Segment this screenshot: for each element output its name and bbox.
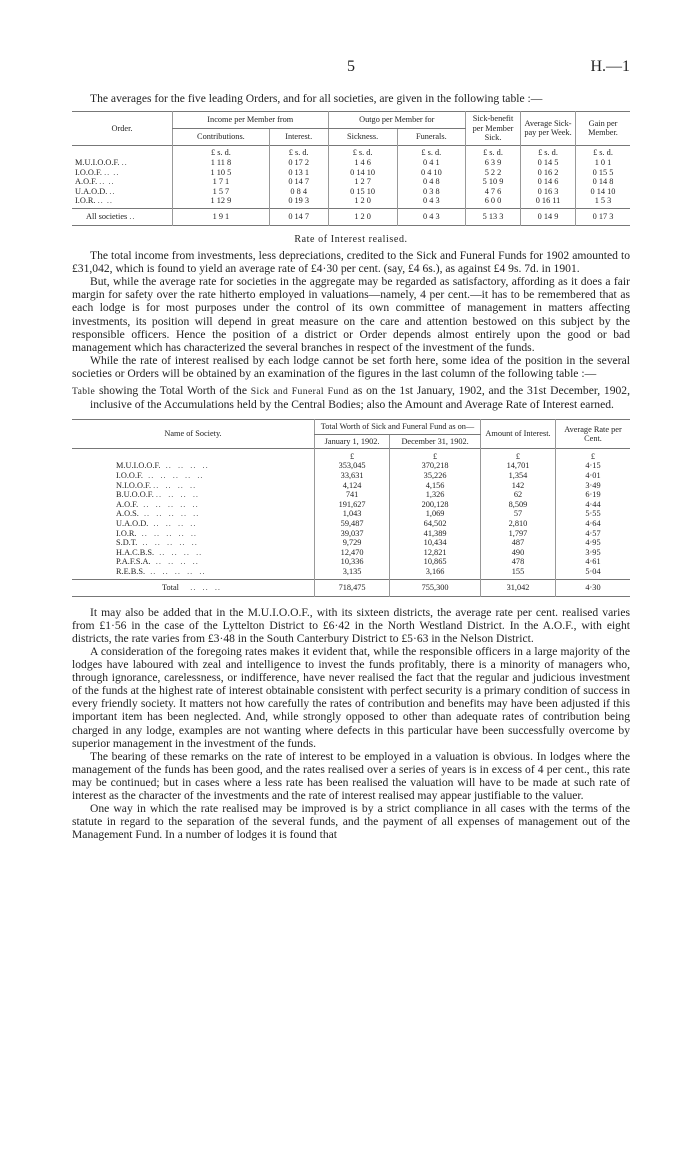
rate-value: 5·55 [556, 509, 631, 519]
interest-amount: 2,810 [481, 519, 556, 529]
unit-cell: £ s. d. [269, 148, 328, 158]
paragraph: While the rate of interest realised by each lodge cannot be set forth here, some idea of the position in the several societies or Orders will be obtained by an examination of the figures in the last column of the following table :— [72, 353, 630, 380]
interest-amount: 490 [481, 548, 556, 558]
dec-value: 1,069 [390, 509, 481, 519]
total-value: 1 9 1 [173, 209, 270, 226]
dec-value: 370,218 [390, 461, 481, 471]
rate-value: 4·61 [556, 557, 631, 567]
society-name: I.O.R. [116, 528, 137, 538]
paragraph: A consideration of the foregoing rates makes it evident that, while the responsible officers in a large majority of the lodges have laboured with zeal and intelligence to invest the funds profitably, there is a minority of managers who, through ignorance, carelessness, or indifference, have never realised the fact that the regular and judicious investment of the funds at the highest rate of interest obtainable consistent with perfect security is a primary condition of success in every friendly society. It matters not how carefully the rates of contribution and benefits may have been adjusted if this important item has been neglected. And, while strongly opposed to other than adequate rates of contribution being charged in any lodge, examples are not wanting where defects in this particular have been successfully overcome by superior management in the investment of the funds. [72, 644, 630, 750]
fund-worth-table [72, 419, 630, 597]
table-row: N.I.O.O.F. .. .. .. .. 4,124 4,156 142 3·49 [72, 481, 630, 491]
sick-pay-value: 0 16 11 [521, 196, 576, 206]
gain-value: 0 14 8 [576, 177, 631, 187]
rate-value: 5·04 [556, 567, 631, 577]
table-row: S.D.T. .. .. .. .. .. 9,729 10,434 487 4·95 [72, 538, 630, 548]
units-row [72, 452, 630, 462]
interest-amount: 1,354 [481, 471, 556, 481]
sick-benefit-value: 6 3 9 [466, 158, 521, 168]
sick-benefit-value: 4 7 6 [466, 187, 521, 197]
unit-cell: £ [481, 452, 556, 462]
total-value: 755,300 [390, 580, 481, 597]
jan-value: 1,043 [315, 509, 390, 519]
jan-value: 10,336 [315, 557, 390, 567]
funerals-value: 0 4 10 [397, 168, 465, 178]
table-row: P.A.F.S.A. .. .. .. .. 10,336 10,865 478 4·61 [72, 557, 630, 567]
jan-value: 191,627 [315, 500, 390, 510]
page [72, 58, 630, 841]
funerals-value: 0 4 3 [397, 196, 465, 206]
paragraph: The total income from investments, less depreciations, credited to the Sick and Funeral Funds for 1902 amounted to £31,042, which is found to yield an average rate of £4·30 per cent. (say, £4 6s.), as against £4 9s. 7d. in 1901. [72, 249, 630, 276]
th-gain: Gain per Member. [576, 112, 631, 146]
unit-cell: £ s. d. [397, 148, 465, 158]
total-row: Total .. .. .. 718,475 755,300 31,042 4·30 [72, 580, 630, 597]
total-value: 0 17 3 [576, 209, 631, 226]
interest-value: 0 14 7 [269, 177, 328, 187]
th-average-rate: Average Rate per Cent. [556, 420, 631, 449]
page-header [72, 58, 630, 82]
total-row: All societies .. 1 9 1 0 14 7 1 2 0 0 4 3 5 13 3 0 14 9 0 17 3 [72, 209, 630, 226]
unit-cell: £ s. d. [173, 148, 270, 158]
society-name: N.I.O.O.F. [116, 480, 152, 490]
dec-value: 10,434 [390, 538, 481, 548]
sick-pay-value: 0 16 2 [521, 168, 576, 178]
society-name: P.A.F.S.A. [116, 557, 151, 567]
rate-value: 4·64 [556, 519, 631, 529]
table-row: R.E.B.S. .. .. .. .. .. 3,135 3,166 155 5·04 [72, 567, 630, 577]
contributions-value: 1 5 7 [173, 187, 270, 197]
th-december: December 31, 1902. [390, 434, 481, 449]
interest-value: 0 19 3 [269, 196, 328, 206]
total-value: 718,475 [315, 580, 390, 597]
averages-table [72, 111, 630, 226]
order-name: M.U.I.O.O.F. [75, 157, 120, 167]
table-row: H.A.C.B.S. .. .. .. .. 12,470 12,821 490 3·95 [72, 548, 630, 558]
th-sick-benefit: Sick-benefit per Member Sick. [466, 112, 521, 146]
jan-value: 4,124 [315, 481, 390, 491]
table-row: U.A.O.D. .. 1 5 7 0 8 4 0 15 10 0 3 8 4 7 6 0 16 3 0 14 10 [72, 187, 630, 197]
sick-pay-value: 0 14 6 [521, 177, 576, 187]
th-contributions: Contributions. [173, 128, 270, 145]
section-title: Rate of Interest realised. [294, 234, 408, 246]
unit-cell: £ [556, 452, 631, 462]
interest-amount: 478 [481, 557, 556, 567]
caption-text: showing the Total Worth of the [95, 383, 251, 397]
total-label: All societies [86, 212, 128, 222]
total-value: 0 14 7 [269, 209, 328, 226]
interest-value: 0 8 4 [269, 187, 328, 197]
rate-value: 6·19 [556, 490, 631, 500]
total-value: 1 2 0 [328, 209, 397, 226]
society-name: M.U.I.O.O.F. [116, 461, 161, 471]
th-name-of-society: Name of Society. [164, 429, 222, 439]
dec-value: 41,389 [390, 529, 481, 539]
sick-pay-value: 0 16 3 [521, 187, 576, 197]
sick-benefit-value: 5 10 9 [466, 177, 521, 187]
table-row: M.U.I.O.O.F. .. 1 11 8 0 17 2 1 4 6 0 4 1 6 3 9 0 14 5 1 0 1 [72, 158, 630, 168]
unit-cell: £ s. d. [521, 148, 576, 158]
funerals-value: 0 3 8 [397, 187, 465, 197]
paragraph: It may also be added that in the M.U.I.O.O.F., with its sixteen districts, the average rate per cent. realised varies from £1·56 in the case of the Lyttelton District to £6·42 in the North Westland District. In the A.O.F., with eight districts, the rate varies from £3·48 in the South Canterbury District to £5·63 in the Nelson District. [72, 605, 630, 645]
th-sickness: Sickness. [328, 128, 397, 145]
total-value: 0 14 9 [521, 209, 576, 226]
table-caption [72, 384, 630, 411]
dec-value: 12,821 [390, 548, 481, 558]
society-name: U.A.O.D. [116, 519, 149, 528]
interest-amount: 14,701 [481, 461, 556, 471]
rate-value: 4·95 [556, 538, 631, 548]
th-amount-of-interest: Amount of Interest. [481, 420, 556, 449]
th-interest: Interest. [269, 128, 328, 145]
funerals-value: 0 4 1 [397, 158, 465, 168]
interest-amount: 142 [481, 481, 556, 491]
jan-value: 39,037 [315, 529, 390, 539]
interest-amount: 487 [481, 538, 556, 548]
table-row: I.O.R. .. .. .. .. .. 39,037 41,389 1,797 4·57 [72, 529, 630, 539]
total-value: 5 13 3 [466, 209, 521, 226]
rate-value: 4·01 [556, 471, 631, 481]
contributions-value: 1 10 5 [173, 168, 270, 178]
rate-value: 3·49 [556, 481, 631, 491]
caption-text: as on the 1st January, 1902, and the 31st December, 1902, inclusive of the Accumulations held by the Central Bodies; also the Amount and Average Rate of Interest earned. [90, 383, 630, 412]
contributions-value: 1 12 9 [173, 196, 270, 206]
table-row: B.U.O.O.F. .. .. .. .. 741 1,326 62 6·19 [72, 490, 630, 500]
interest-amount: 62 [481, 490, 556, 500]
contributions-value: 1 7 1 [173, 177, 270, 187]
society-name: R.E.B.S. [116, 566, 146, 576]
sickness-value: 1 2 7 [328, 177, 397, 187]
unit-cell: £ [390, 452, 481, 462]
society-name: H.A.C.B.S. [116, 547, 155, 557]
unit-cell: £ s. d. [576, 148, 631, 158]
rate-value: 4·57 [556, 529, 631, 539]
society-name: B.U.O.O.F. [116, 490, 154, 500]
table-row: A.O.F. .. .. 1 7 1 0 14 7 1 2 7 0 4 8 5 10 9 0 14 6 0 14 8 [72, 177, 630, 187]
page-number: 5 [347, 58, 355, 75]
paragraph: The bearing of these remarks on the rate of interest to be employed in a valuation is obvious. In lodges where the management of the funds has been good, and the rates realised over a series of years is in excess of 4 per cent., this rate may be continued; but in cases where a less rate has been realised the valuation will have to be made at such rate of interest as the character of the investments and the rate of interest realised may appear justifiable to the valuer. [72, 749, 630, 802]
jan-value: 12,470 [315, 548, 390, 558]
th-average-sick-pay: Average Sick-pay per Week. [521, 112, 576, 146]
interest-amount: 1,797 [481, 529, 556, 539]
th-funerals: Funerals. [397, 128, 465, 145]
rate-value: 3·95 [556, 548, 631, 558]
table-row: I.O.O.F. .. .. .. .. .. 33,631 35,226 1,354 4·01 [72, 471, 630, 481]
society-name: I.O.O.F. [116, 471, 143, 481]
gain-value: 0 14 10 [576, 187, 631, 197]
dec-value: 200,128 [390, 500, 481, 510]
total-value: 0 4 3 [397, 209, 465, 226]
th-outgo-group: Outgo per Member for [328, 112, 465, 129]
document-reference: H.—1 [590, 58, 630, 75]
th-income-group: Income per Member from [173, 112, 329, 129]
caption-fund: Sick and Funeral Fund [250, 385, 349, 397]
jan-value: 33,631 [315, 471, 390, 481]
th-worth-group: Total Worth of Sick and Funeral Fund as on— [315, 420, 481, 435]
interest-value: 0 17 2 [269, 158, 328, 168]
order-name: U.A.O.D. [75, 186, 108, 196]
table-row: A.O.F. .. .. .. .. .. 191,627 200,128 8,509 4·44 [72, 500, 630, 510]
funerals-value: 0 4 8 [397, 177, 465, 187]
dec-value: 1,326 [390, 490, 481, 500]
rate-value: 4·15 [556, 461, 631, 471]
total-value: 4·30 [556, 580, 631, 597]
interest-amount: 8,509 [481, 500, 556, 510]
caption-lead: Table [72, 385, 96, 397]
table-row: U.A.O.D. .. .. .. .. 59,487 64,502 2,810 4·64 [72, 519, 630, 529]
gain-value: 1 5 3 [576, 196, 631, 206]
gain-value: 1 0 1 [576, 158, 631, 168]
total-value: 31,042 [481, 580, 556, 597]
intro-paragraph: The averages for the five leading Orders, and for all societies, are given in the following table :— [90, 92, 543, 105]
units-row [72, 148, 630, 158]
dec-value: 35,226 [390, 471, 481, 481]
sickness-value: 0 14 10 [328, 168, 397, 178]
dec-value: 64,502 [390, 519, 481, 529]
order-name: I.O.O.F. [75, 167, 102, 177]
interest-value: 0 13 1 [269, 168, 328, 178]
table-row: A.O.S. .. .. .. .. .. 1,043 1,069 57 5·55 [72, 509, 630, 519]
jan-value: 59,487 [315, 519, 390, 529]
th-january: January 1, 1902. [315, 434, 390, 449]
table-row: I.O.O.F. .. .. 1 10 5 0 13 1 0 14 10 0 4 10 5 2 2 0 16 2 0 15 5 [72, 168, 630, 178]
interest-amount: 57 [481, 509, 556, 519]
interest-amount: 155 [481, 567, 556, 577]
sickness-value: 1 4 6 [328, 158, 397, 168]
sickness-value: 1 2 0 [328, 196, 397, 206]
dec-value: 3,166 [390, 567, 481, 577]
th-order: Order. [111, 123, 133, 133]
contributions-value: 1 11 8 [173, 158, 270, 168]
unit-cell: £ [315, 452, 390, 462]
jan-value: 741 [315, 490, 390, 500]
sick-benefit-value: 6 0 0 [466, 196, 521, 206]
jan-value: 9,729 [315, 538, 390, 548]
paragraph: But, while the average rate for societies in the aggregate may be regarded as satisfactory, affording as it does a fair margin for safety over the rate hitherto employed in valuations—namely, 4 per cent.—it has to be remembered that as each lodge is for most purposes under the control of its own committee of management in matters affecting investments, its position will depend in great measure on the care and attention bestowed on this subject by the responsible officers. Hence the position of a district or Order depends almost entirely upon the good or bad management which has characterized the several branches in respect of the investment of the funds. [72, 275, 630, 354]
sickness-value: 0 15 10 [328, 187, 397, 197]
society-name: A.O.F. [116, 499, 139, 509]
dec-value: 10,865 [390, 557, 481, 567]
unit-cell: £ s. d. [328, 148, 397, 158]
gain-value: 0 15 5 [576, 168, 631, 178]
order-name: I.O.R. [75, 196, 96, 206]
dec-value: 4,156 [390, 481, 481, 491]
table-row: I.O.R. .. .. 1 12 9 0 19 3 1 2 0 0 4 3 6 0 0 0 16 11 1 5 3 [72, 196, 630, 206]
jan-value: 3,135 [315, 567, 390, 577]
table-row: M.U.I.O.O.F. .. .. .. .. 353,045 370,218 14,701 4·15 [72, 461, 630, 471]
total-label: Total [162, 583, 179, 593]
unit-cell: £ s. d. [466, 148, 521, 158]
rate-value: 4·44 [556, 500, 631, 510]
society-name: S.D.T. [116, 538, 138, 548]
sick-pay-value: 0 14 5 [521, 158, 576, 168]
society-name: A.O.S. [116, 509, 139, 519]
paragraph: One way in which the rate realised may be improved is by a strict compliance in all cases with the terms of the statute in regard to the separation of the several funds, and the payment of all expenses of management out of the Management Fund. In a number of lodges it is found that [72, 802, 630, 842]
sick-benefit-value: 5 2 2 [466, 168, 521, 178]
order-name: A.O.F. [75, 177, 98, 187]
jan-value: 353,045 [315, 461, 390, 471]
